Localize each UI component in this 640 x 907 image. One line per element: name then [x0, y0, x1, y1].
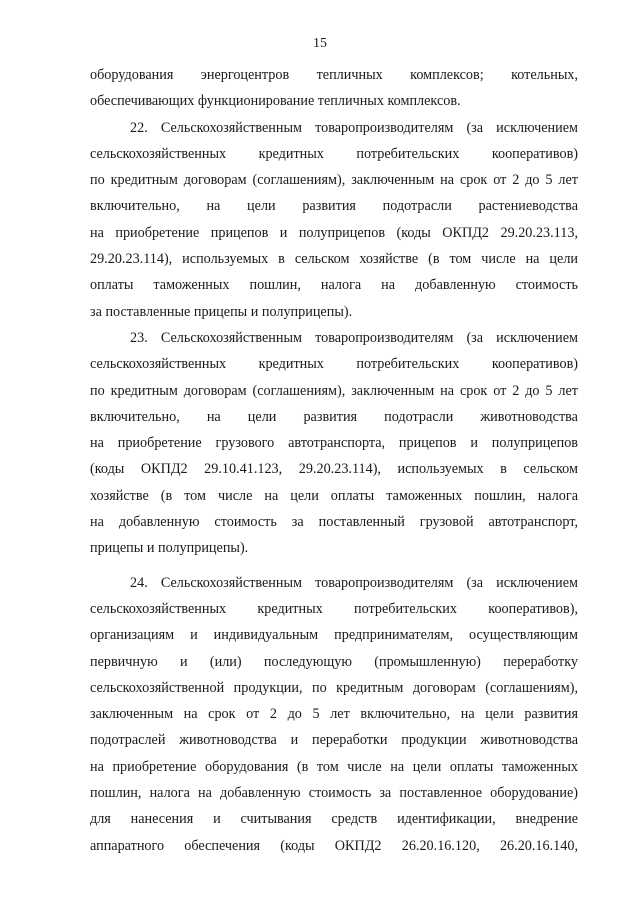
text-line: пошлин, налога на добавленную стоимость за поставленное оборудование)	[90, 785, 578, 802]
text-line: сельскохозяйственных кредитных потребительских кооперативов)	[90, 145, 578, 162]
paragraph	[90, 115, 578, 325]
text-line: заключенным на срок от 2 до 5 лет включительно, на цели развития	[90, 706, 578, 723]
text-line: на приобретение грузового автотранспорта, прицепов и полуприцепов	[90, 435, 578, 452]
paragraph	[90, 570, 578, 859]
text-line: на приобретение оборудования (в том числе на цели оплаты таможенных	[90, 758, 578, 775]
text-line: оплаты таможенных пошлин, налога на добавленную стоимость	[90, 277, 578, 294]
text-line: сельскохозяйственных кредитных потребительских кооперативов)	[90, 356, 578, 373]
text-line: 29.20.23.114), используемых в сельском хозяйстве (в том числе на цели	[90, 251, 578, 268]
text-line: 23. Сельскохозяйственным товаропроизводителям (за исключением	[130, 329, 578, 346]
text-line: по кредитным договорам (соглашениям), заключенным на срок от 2 до 5 лет	[90, 172, 578, 189]
paragraph	[90, 325, 578, 562]
text-line: сельскохозяйственных кредитных потребительских кооперативов),	[90, 600, 578, 617]
paragraph	[90, 62, 578, 115]
text-line: оборудования энергоцентров тепличных комплексов; котельных,	[90, 67, 578, 83]
text-line: за поставленные прицепы и полуприцепы).	[90, 303, 353, 320]
text-line: включительно, на цели развития подотрасли животноводства	[90, 408, 578, 425]
text-line: на добавленную стоимость за поставленный грузовой автотранспорт,	[90, 514, 578, 531]
text-line: прицепы и полуприцепы).	[90, 540, 249, 557]
text-line: на приобретение прицепов и полуприцепов (коды ОКПД2 29.20.23.113,	[90, 224, 578, 241]
text-line: для нанесения и считывания средств идентификации, внедрение	[90, 811, 578, 828]
text-line: подотраслей животноводства и переработки продукции животноводства	[90, 732, 578, 749]
text-line: обеспечивающих функционирование тепличных комплексов.	[90, 93, 461, 110]
text-line: по кредитным договорам (соглашениям), заключенным на срок от 2 до 5 лет	[90, 382, 578, 399]
text-line: (коды ОКПД2 29.10.41.123, 29.20.23.114), используемых в сельском	[90, 461, 578, 478]
paragraph-spacing	[90, 562, 578, 570]
text-line: первичную и (или) последующую (промышленную) переработку	[90, 653, 578, 670]
text-line: хозяйстве (в том числе на цели оплаты таможенных пошлин, налога	[90, 487, 578, 504]
text-line: включительно, на цели развития подотрасли растениеводства	[90, 198, 578, 215]
text-line: 22. Сельскохозяйственным товаропроизводителям (за исключением	[130, 119, 578, 136]
text-line: сельскохозяйственной продукции, по кредитным договорам (соглашениям),	[90, 679, 578, 696]
page-number: 15	[313, 36, 327, 51]
text-line: аппаратного обеспечения (коды ОКПД2 26.20.16.120, 26.20.16.140,	[90, 837, 578, 854]
text-line: 24. Сельскохозяйственным товаропроизводителям (за исключением	[130, 574, 578, 591]
document-body	[90, 62, 578, 859]
text-line: организациям и индивидуальным предпринимателям, осуществляющим	[90, 627, 578, 644]
